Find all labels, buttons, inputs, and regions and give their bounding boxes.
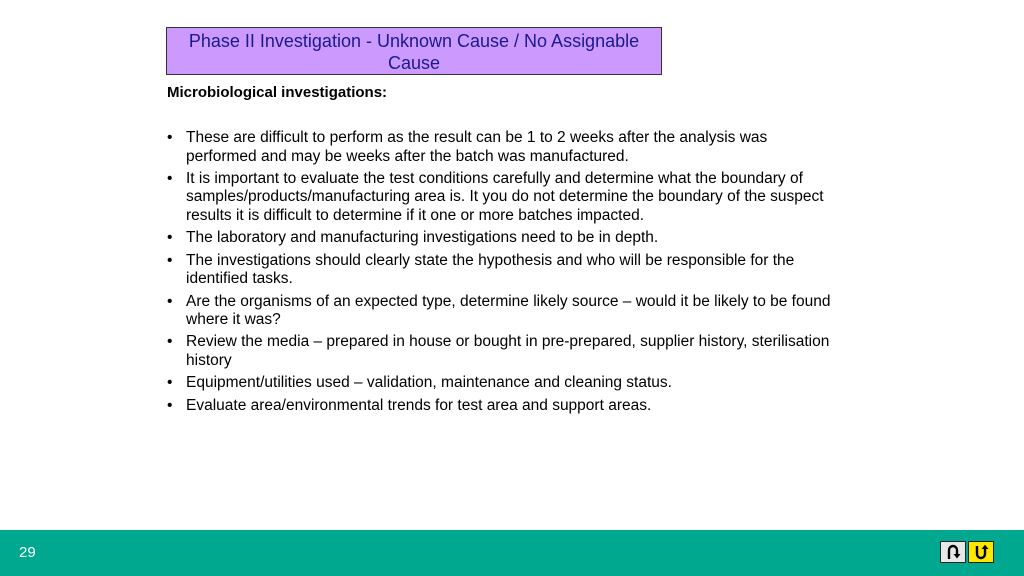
- list-item-text: The laboratory and manufacturing investigations need to be in depth.: [186, 229, 659, 247]
- list-item-text: Equipment/utilities used – validation, maintenance and cleaning status.: [186, 374, 672, 392]
- list-item: [167, 170, 837, 226]
- list-item: [167, 333, 837, 370]
- list-item: [167, 252, 837, 289]
- bullet-icon: •: [167, 333, 173, 351]
- footer-bar: [0, 530, 1024, 576]
- u-turn-forward-icon: [972, 544, 990, 560]
- bullet-icon: •: [167, 129, 173, 146]
- list-item-text: Review the media – prepared in house or bought in pre-prepared, supplier history, sterilisation history: [186, 333, 830, 369]
- slide-title-line-2: Cause: [387, 53, 441, 73]
- bullet-icon: •: [167, 374, 173, 392]
- next-button[interactable]: [968, 541, 994, 563]
- back-button[interactable]: [940, 541, 966, 563]
- list-item: [167, 129, 837, 166]
- list-item-text: The investigations should clearly state the hypothesis and who will be responsible for the identified tasks.: [186, 251, 795, 288]
- slide-title: [166, 27, 662, 75]
- list-item: [167, 397, 837, 416]
- list-item: [167, 229, 837, 248]
- list-item-text: Evaluate area/environmental trends for test area and support areas.: [186, 396, 652, 414]
- section-heading: Microbiological investigations:: [167, 84, 388, 101]
- list-item: [167, 374, 837, 393]
- bullet-icon: •: [167, 396, 173, 414]
- list-item-text: It is important to evaluate the test conditions carefully and determine what the boundary of samples/products/manufacturing area is. It you do not determine the boundary of the suspect results it is difficult to determine if it one or more batches impacted.: [186, 169, 824, 225]
- bullet-icon: •: [167, 251, 173, 269]
- list-item-text: Are the organisms of an expected type, determine likely source – would it be likely to be found where it was?: [186, 292, 831, 329]
- bullet-icon: •: [167, 292, 173, 310]
- list-item: [167, 293, 837, 330]
- list-item-text: These are difficult to perform as the result can be 1 to 2 weeks after the analysis was performed and may be weeks after the batch was manufactured.: [186, 129, 768, 165]
- bullet-icon: •: [167, 169, 173, 187]
- page-number: 29: [19, 544, 36, 561]
- u-turn-back-icon: [944, 544, 962, 560]
- slide-title-line-1: Phase II Investigation - Unknown Cause / No Assignable: [188, 31, 640, 51]
- bullet-icon: •: [167, 229, 173, 247]
- bullet-list: [167, 129, 837, 419]
